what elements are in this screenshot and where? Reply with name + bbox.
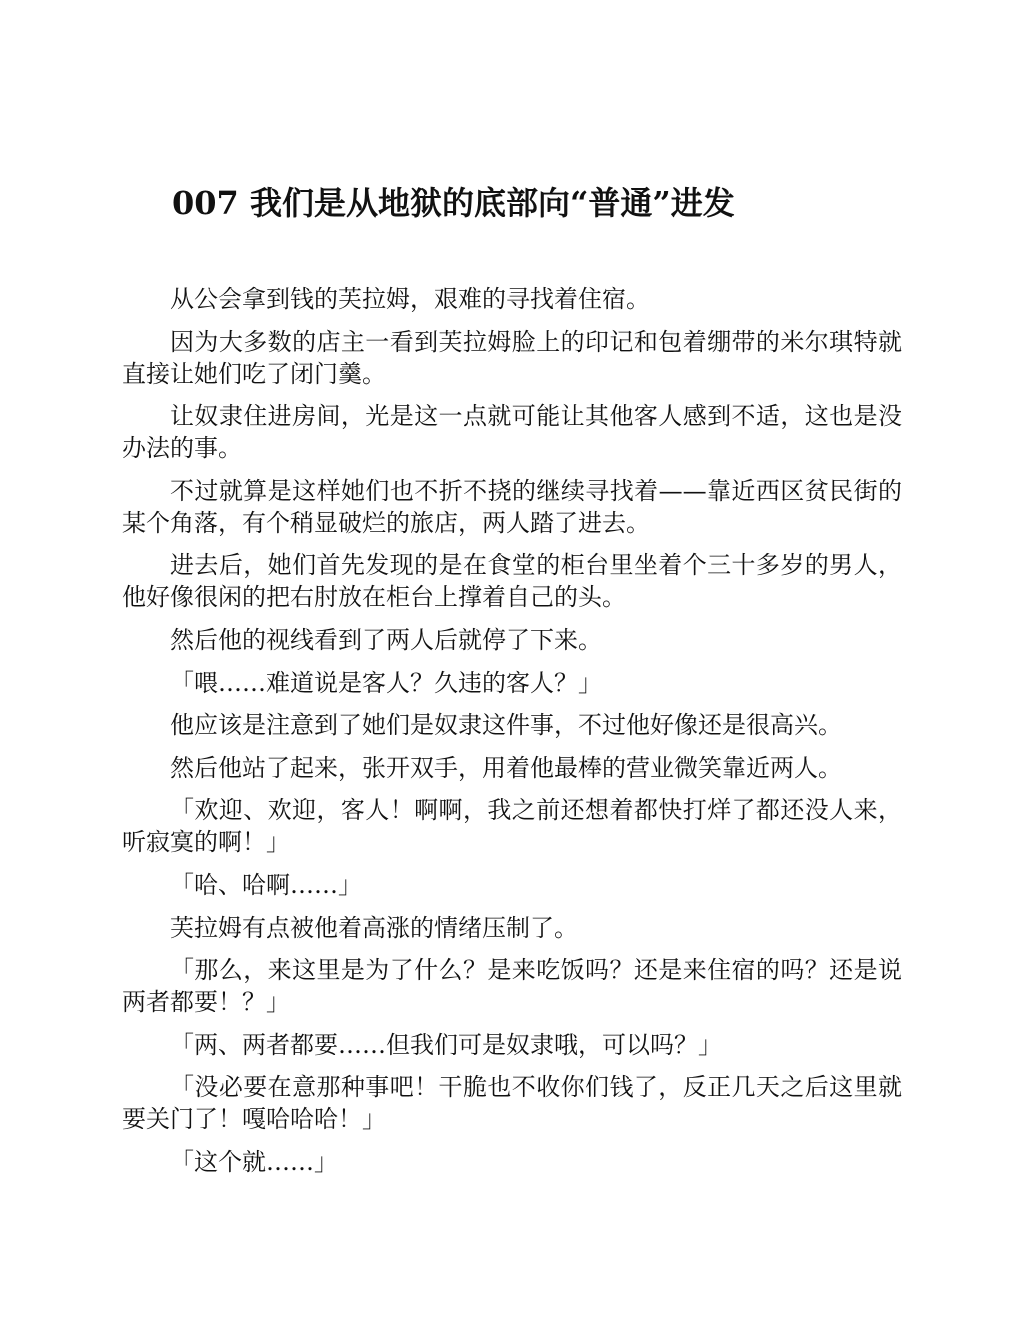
paragraph: 「这个就……」: [170, 1147, 338, 1176]
paragraph: 「欢迎、欢迎，客人！啊啊，我之前还想着都快打烊了都还没人来，听寂寞的啊！」: [122, 796, 902, 857]
paragraph: 因为大多数的店主一看到芙拉姆脸上的印记和包着绷带的米尔琪特就直接让她们吃了闭门羹。: [122, 327, 902, 388]
paragraph: 芙拉姆有点被他着高涨的情绪压制了。: [170, 913, 578, 942]
paragraph: 「两、两者都要……但我们可是奴隶哦，可以吗？」: [170, 1030, 722, 1059]
paragraph: 从公会拿到钱的芙拉姆，艰难的寻找着住宿。: [170, 285, 650, 313]
paragraph: 「喂……难道说是客人？久违的客人？」: [170, 668, 602, 697]
paragraph: 进去后，她们首先发现的是在食堂的柜台里坐着个三十多岁的男人，他好像很闲的把右肘放在柜台上撑着自己的头。: [122, 551, 902, 612]
paragraph: 然后他的视线看到了两人后就停了下来。: [170, 625, 602, 654]
paragraph: 「没必要在意那种事吧！干脆也不收你们钱了，反正几天之后这里就要关门了！嘎哈哈哈！」: [122, 1073, 902, 1134]
paragraph: 「那么，来这里是为了什么？是来吃饭吗？还是来住宿的吗？还是说两者都要！？」: [122, 956, 902, 1017]
chapter-title: 007 我们是从地狱的底部向“普通”进发: [172, 184, 735, 222]
chapter-body: [122, 283, 902, 1189]
paragraph: 不过就算是这样她们也不折不挠的继续寻找着——靠近西区贫民街的某个角落，有个稍显破烂的旅店，两人踏了进去。: [122, 476, 902, 537]
paragraph: 让奴隶住进房间，光是这一点就可能让其他客人感到不适，这也是没办法的事。: [122, 402, 902, 463]
paragraph: 他应该是注意到了她们是奴隶这件事，不过他好像还是很高兴。: [170, 711, 842, 740]
paragraph: 「哈、哈啊……」: [170, 870, 362, 899]
paragraph: 然后他站了起来，张开双手，用着他最棒的营业微笑靠近两人。: [170, 753, 842, 782]
